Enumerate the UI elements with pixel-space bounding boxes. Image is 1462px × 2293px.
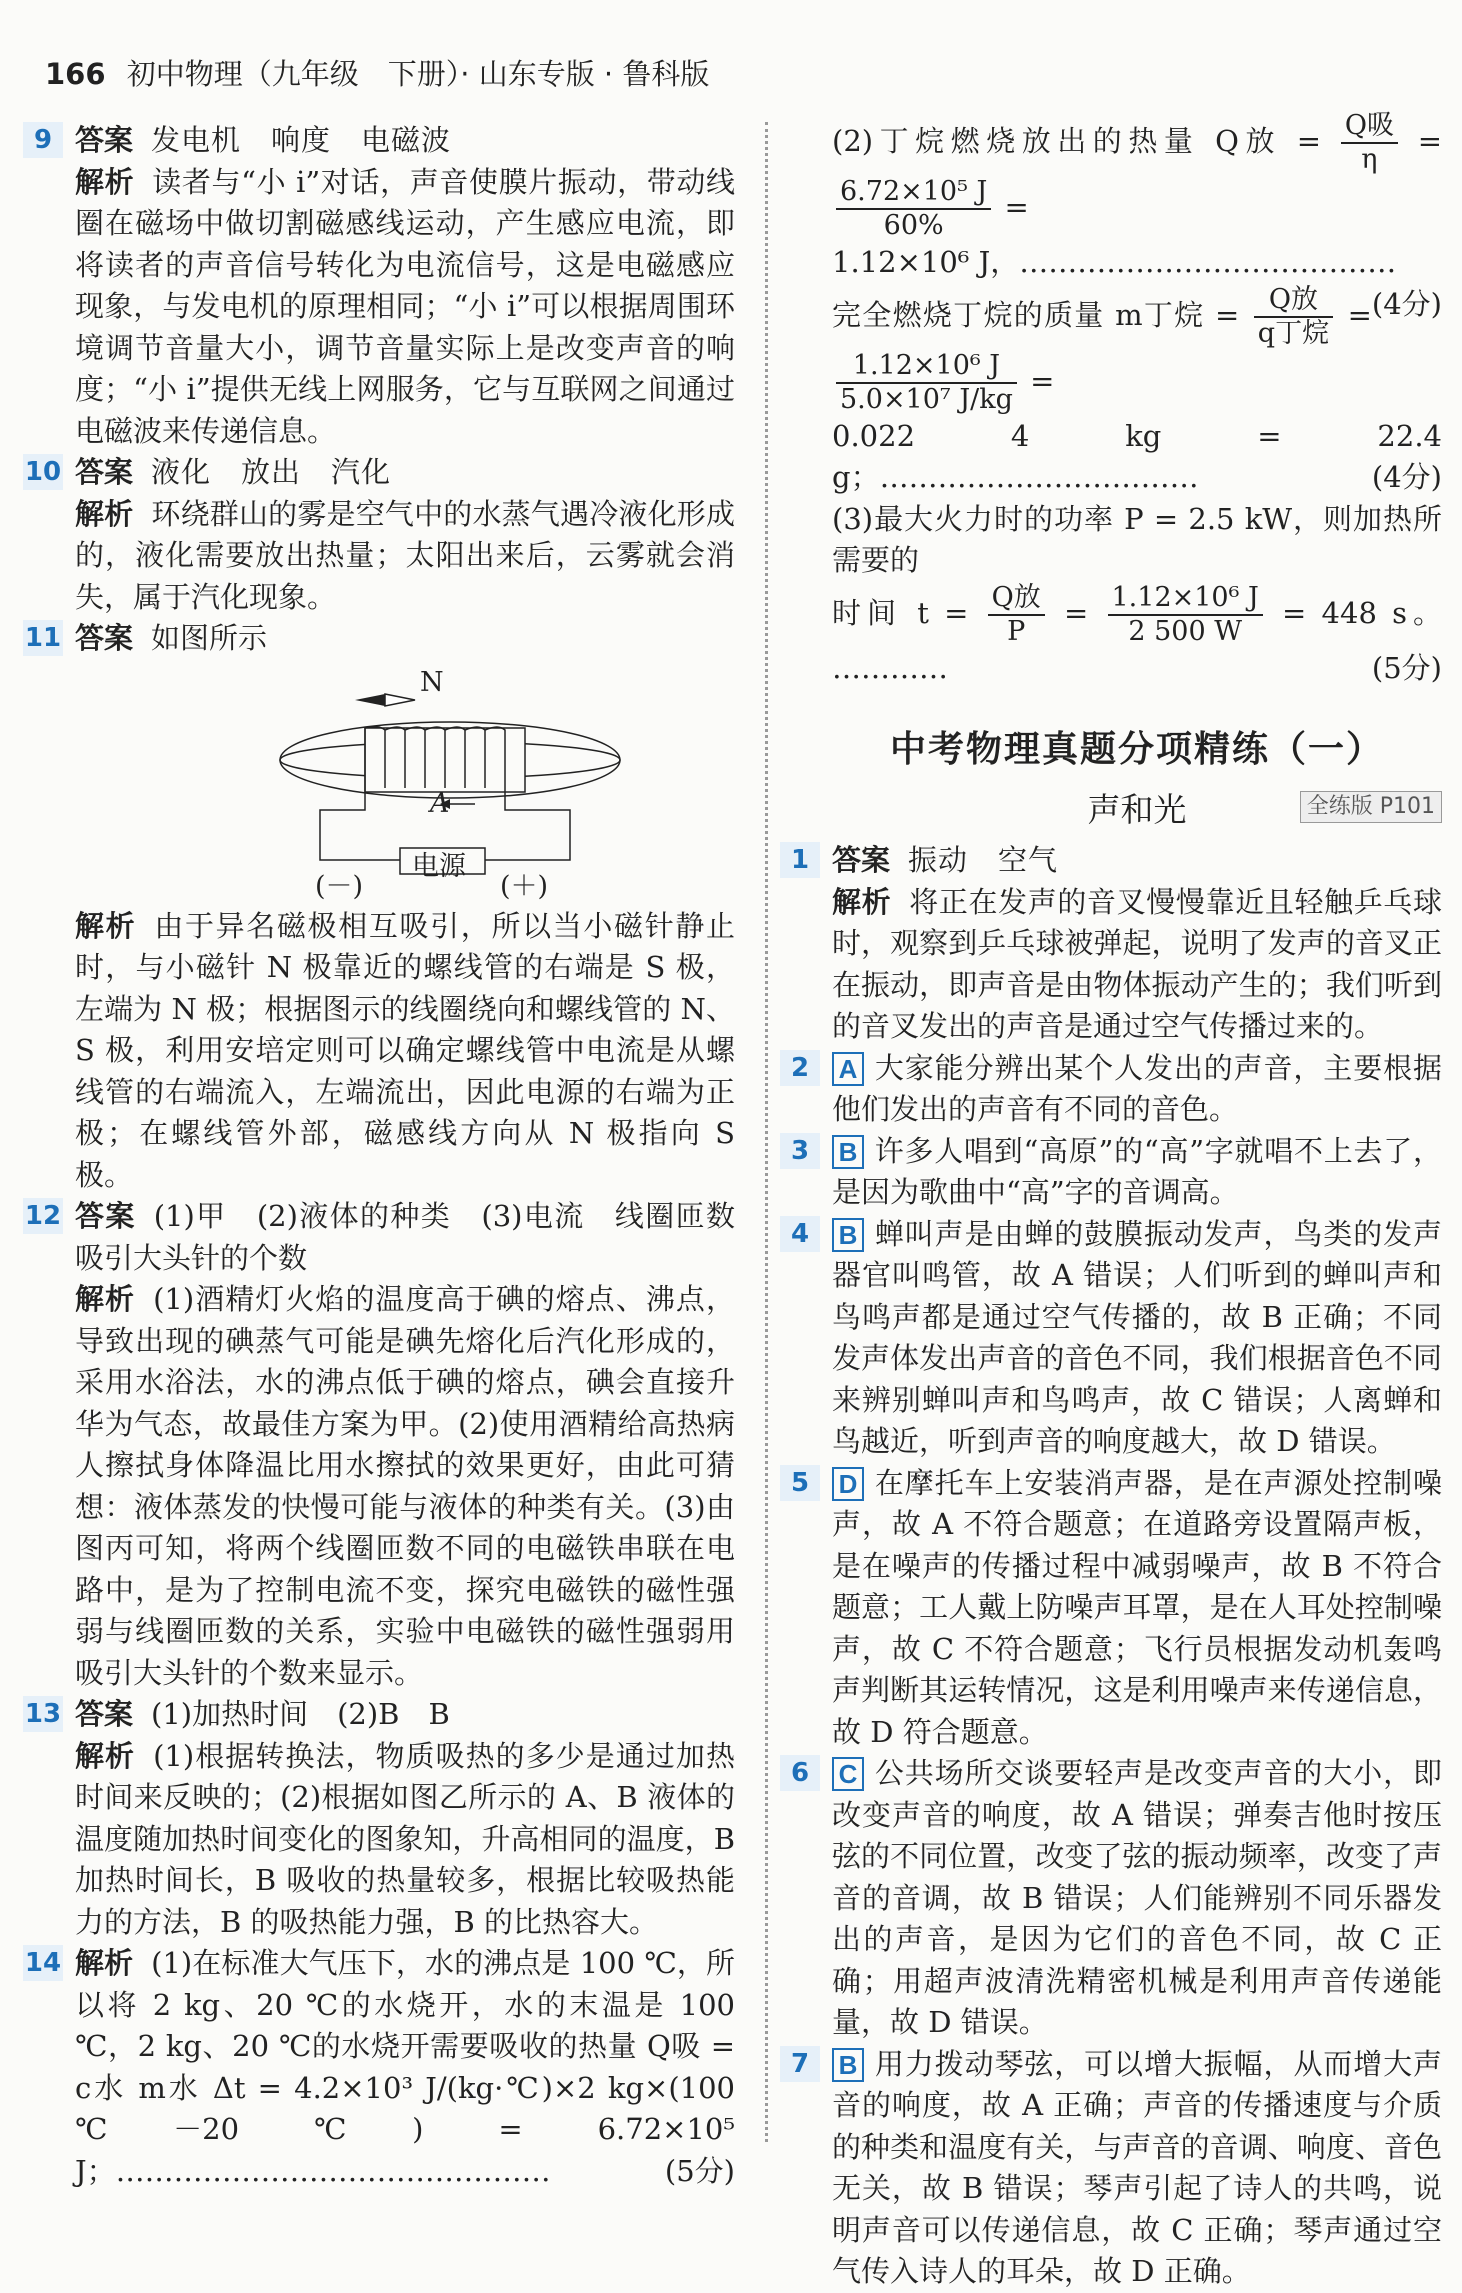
answer-item-9 <box>33 120 735 452</box>
left-column <box>24 120 764 2192</box>
equals-sign: = <box>1004 190 1029 224</box>
fraction-denominator: 5.0×10⁷ J/kg <box>840 383 1013 415</box>
answer-text: (1)甲 (2)液体的种类 (3)电流 线圈匝数 吸引大头针的个数 <box>75 1199 764 1275</box>
answer-text: 如图所示 <box>151 621 268 655</box>
explanation-text: 将正在发声的音叉慢慢靠近且轻触乒乓球时，观察到乒乓球被弹起，说明了发声的音叉正在振动，即声音是由物体振动产生的；我们听到的音叉发出的声音是通过空气传播过来的。 <box>832 884 1442 1043</box>
explanation-text: (1)在标准大气压下，水的沸点是 100 ℃，所以将 2 kg、20 ℃的水烧开，水的末温是 100 ℃，2 kg、20 ℃的水烧开需要吸收的热量 Q吸 = c水 m水 Δt = 4.2×10³ J/(kg·℃)×2 kg×(100 ℃－20 ℃) = 6.72×10⁵ J； <box>75 1946 735 2188</box>
equation-text: (2)丁烷燃烧放出的热量 Q放 = <box>832 124 1322 158</box>
fraction <box>988 582 1045 648</box>
subsection-title-text: 声和光 <box>1087 789 1187 829</box>
explanation-label: 解析 <box>75 164 135 199</box>
fraction-denominator: 2 500 W <box>1128 615 1242 647</box>
equals-sign: = <box>1347 297 1372 332</box>
question-number: 4 <box>780 1216 820 1252</box>
answer-item-r2 <box>790 1048 1442 1131</box>
answer-label: 答案 <box>832 843 891 877</box>
equals-sign: = <box>1030 363 1055 398</box>
choice-badge: B <box>832 2048 864 2082</box>
fraction-denominator: 60% <box>883 210 944 241</box>
answer-item-r6 <box>790 1753 1442 2044</box>
explanation-text: 公共场所交谈要轻声是改变声音的大小，即改变声音的响度，故 A 错误；弹奏吉他时按压弦的不同位置，改变了弦的振动频率，改变了声音的音调，故 B 错误；人们能辨别不同乐器发出的声音，是因为它们的音色不同，故 C 正确；用超声波清洗精密机械是利用声音传递能量，故 D 错误。 <box>832 1756 1442 2039</box>
fraction <box>836 176 991 242</box>
score: (5分) <box>664 2153 735 2188</box>
score: (5分) <box>1371 650 1442 685</box>
equation-text: 0.022 4 kg = 22.4 g； <box>832 418 1442 494</box>
answer-item-r1 <box>790 840 1442 1048</box>
explanation-label: 解析 <box>75 1282 136 1316</box>
explanation-label: 解析 <box>75 1946 134 1980</box>
answer-item-12 <box>24 1196 764 1694</box>
fraction-numerator: Q吸 <box>1341 110 1398 144</box>
answer-item-10 <box>24 452 735 618</box>
answer-item-r5 <box>790 1463 1442 1754</box>
explanation-text: 环绕群山的雾是空气中的水蒸气遇冷液化形成的，液化需要放出热量；太阳出来后，云雾就会消失，属于汽化现象。 <box>75 496 735 614</box>
explanation-text: 由于异名磁极相互吸引，所以当小磁针静止时，与小磁针 N 极靠近的螺线管的右端是 S 极，左端为 N 极；根据图示的线圈绕向和螺线管的 N、S 极，利用安培定则可以确定螺线管中电流是从螺线管的右端流入，左端流出，因此电源的右端为正极；在螺线管外部，磁感线方向从 N 极指向 S 极。 <box>75 908 735 1192</box>
choice-badge: C <box>832 1757 864 1791</box>
equation-text: = 448 s。 <box>1282 595 1443 630</box>
explanation-text: 蝉叫声是由蝉的鼓膜振动发声，鸟类的发声器官叫鸣管，故 A 错误；人们听到的蝉叫声和鸟鸣声都是通过空气传播的，故 B 正确；不同发声体发出声音的音色不同，我们根据音色不同来辨别蝉叫声和鸟鸣声，故 C 错误；人离蝉和鸟越近，听到声音的响度越大，故 D 错误。 <box>832 1216 1442 1458</box>
column-divider <box>765 122 768 2142</box>
power-source-label: 电源 <box>412 850 466 882</box>
answer-item-14 <box>24 1943 735 2192</box>
answer-item-r3 <box>790 1131 1442 1214</box>
leader-dots: …………………………… <box>879 460 1199 494</box>
question-number: 2 <box>780 1050 820 1086</box>
answer-item-r4 <box>790 1214 1442 1463</box>
score: (4分) <box>1371 460 1442 494</box>
fraction-numerator: 1.12×10⁶ J <box>836 350 1017 384</box>
question-number: 9 <box>23 122 63 158</box>
subsection-title <box>832 789 1442 831</box>
positive-terminal-label: (＋) <box>500 870 549 902</box>
current-label: A <box>430 787 450 819</box>
answer-item-r7 <box>790 2044 1442 2293</box>
explanation-text: 许多人唱到“高原”的“高”字就唱不上去了，是因为歌曲中“高”字的音调高。 <box>832 1133 1442 1209</box>
question-number: 6 <box>780 1755 820 1791</box>
question-number: 3 <box>780 1133 820 1169</box>
question-number: 11 <box>23 620 63 656</box>
explanation-text: (1)根据转换法，物质吸热的多少是通过加热时间来反映的；(2)根据如图乙所示的 A、B 液体的温度随加热时间变化的图象知，升高相同的温度，B 加热时间长，B 吸收的热量较多，根据比较吸热能力的方法，B 的吸热能力强，B 的比热容大。 <box>75 1738 735 1939</box>
explanation-text: 读者与“小 i”对话，声音使膜片振动，带动线圈在磁场中做切割磁感线运动，产生感应电流，即将读者的声音信号转化为电流信号，这是电磁感应现象，与发电机的原理相同；“小 i”可以根据周围环境调节音量大小，调节音量实际上是改变声音的响度；“小 i”提供无线上网服务，它与互联网之间通过电磁波来传递信息。 <box>75 164 735 448</box>
explanation-text: 在摩托车上安装消声器，是在声源处控制噪声，故 A 不符合题意；在道路旁设置隔声板，是在噪声的传播过程中减弱噪声，故 B 不符合题意；工人戴上防噪声耳罩，是在人耳处控制噪声，故 C 不符合题意；飞行员根据发动机轰鸣声判断其运转情况，这是利用噪声来传递信息，故 D 符合题意。 <box>832 1465 1442 1749</box>
fraction-denominator: P <box>1007 615 1026 647</box>
question-number: 14 <box>23 1945 63 1981</box>
fraction-numerator: 1.12×10⁶ J <box>1108 582 1263 616</box>
explanation-label: 解析 <box>832 884 892 919</box>
answer-text: (1)加热时间 (2)B B <box>151 1697 450 1731</box>
equals-sign: = <box>1417 124 1443 158</box>
negative-terminal-label: (－) <box>315 870 364 902</box>
leader-dots: ………………………………… <box>1019 245 1397 279</box>
choice-badge: D <box>832 1467 864 1501</box>
right-column <box>790 110 1443 2293</box>
leader-dots: ………… <box>832 650 948 685</box>
question-number: 12 <box>23 1198 63 1234</box>
answer-text: 液化 放出 汽化 <box>151 455 392 489</box>
choice-badge: B <box>832 1218 864 1252</box>
question-number: 1 <box>780 842 820 878</box>
fraction-denominator: q丁烷 <box>1257 317 1330 349</box>
answer-label: 答案 <box>75 1697 134 1731</box>
fraction-numerator: Q放 <box>988 582 1045 616</box>
fraction <box>836 350 1017 416</box>
answer-label: 答案 <box>75 455 134 489</box>
solenoid-diagram <box>270 666 630 902</box>
answer-item-11 <box>24 618 735 1196</box>
fraction-numerator: Q放 <box>1254 284 1333 318</box>
book-title: 初中物理（九年级 下册）· 山东专版 · 鲁科版 <box>126 57 710 91</box>
equation-text: 时间 t = <box>832 595 969 630</box>
question-number: 7 <box>780 2046 820 2082</box>
fraction <box>1108 582 1263 648</box>
score: (4分) <box>1371 286 1442 321</box>
explanation-text: (1)酒精灯火焰的温度高于碘的熔点、沸点，导致出现的碘蒸气可能是碘先熔化后汽化形成的，采用水浴法，水的沸点低于碘的熔点，碘会直接升华为气态，故最佳方案为甲。(2)使用酒精给高热病人擦拭身体降温比用水擦拭的效果更好，由此可猜想：液体蒸发的快慢可能与液体的种类有关。(3)由图丙可知，将两个线圈匝数不同的电磁铁串联在电路中，是为了控制电流不变，探究电磁铁的磁性强弱与线圈匝数的关系，实验中电磁铁的磁性强弱用吸引大头针的个数来显示。 <box>75 1282 735 1690</box>
fraction <box>1341 110 1398 176</box>
page-number: 166 <box>45 57 106 91</box>
leader-dots: ……………………………………… <box>115 2153 551 2188</box>
answer-label: 答案 <box>75 621 134 655</box>
page-header <box>45 52 709 102</box>
choice-badge: B <box>832 1135 864 1169</box>
equation-text: 完全燃烧丁烷的质量 m丁烷 = <box>832 297 1240 332</box>
answer-label: 答案 <box>75 123 134 157</box>
equation-text: (3)最大火力时的功率 P = 2.5 kW，则加热所需要的 <box>832 501 1442 577</box>
fraction-numerator: 6.72×10⁵ J <box>836 176 991 210</box>
page-reference-badge: 全练版 P101 <box>1300 791 1442 823</box>
north-pole-label: N <box>420 666 444 698</box>
explanation-label: 解析 <box>75 496 134 531</box>
equation-text: 1.12×10⁶ J， <box>832 245 1020 279</box>
choice-badge: A <box>832 1052 864 1086</box>
answer-label: 答案 <box>75 1199 136 1233</box>
question-number: 13 <box>23 1696 63 1732</box>
explanation-text: 用力拨动琴弦，可以增大振幅，从而增大声音的响度，故 A 正确；声音的传播速度与介质的种类和温度有关，与声音的音调、响度、音色无关，故 B 错误；琴声引起了诗人的共鸣，说明声音可以传递信息，故 C 正确；琴声通过空气传入诗人的耳朵，故 D 正确。 <box>832 2046 1442 2288</box>
answer-item-13 <box>24 1694 735 1943</box>
explanation-label: 解析 <box>75 908 137 943</box>
section-title: 中考物理真题分项精练（一） <box>889 729 1384 770</box>
answer-item-14-continued <box>832 110 1442 689</box>
answer-text: 发电机 响度 电磁波 <box>151 123 452 157</box>
equals-sign: = <box>1063 595 1089 630</box>
answer-text: 振动 空气 <box>908 843 1059 877</box>
question-number: 5 <box>780 1465 820 1501</box>
fraction <box>1254 284 1333 350</box>
explanation-text: 大家能分辨出某个人发出的声音，主要根据他们发出的声音有不同的音色。 <box>832 1050 1442 1126</box>
question-number: 10 <box>23 454 63 490</box>
fraction-denominator: η <box>1361 144 1378 175</box>
explanation-label: 解析 <box>75 1738 136 1773</box>
